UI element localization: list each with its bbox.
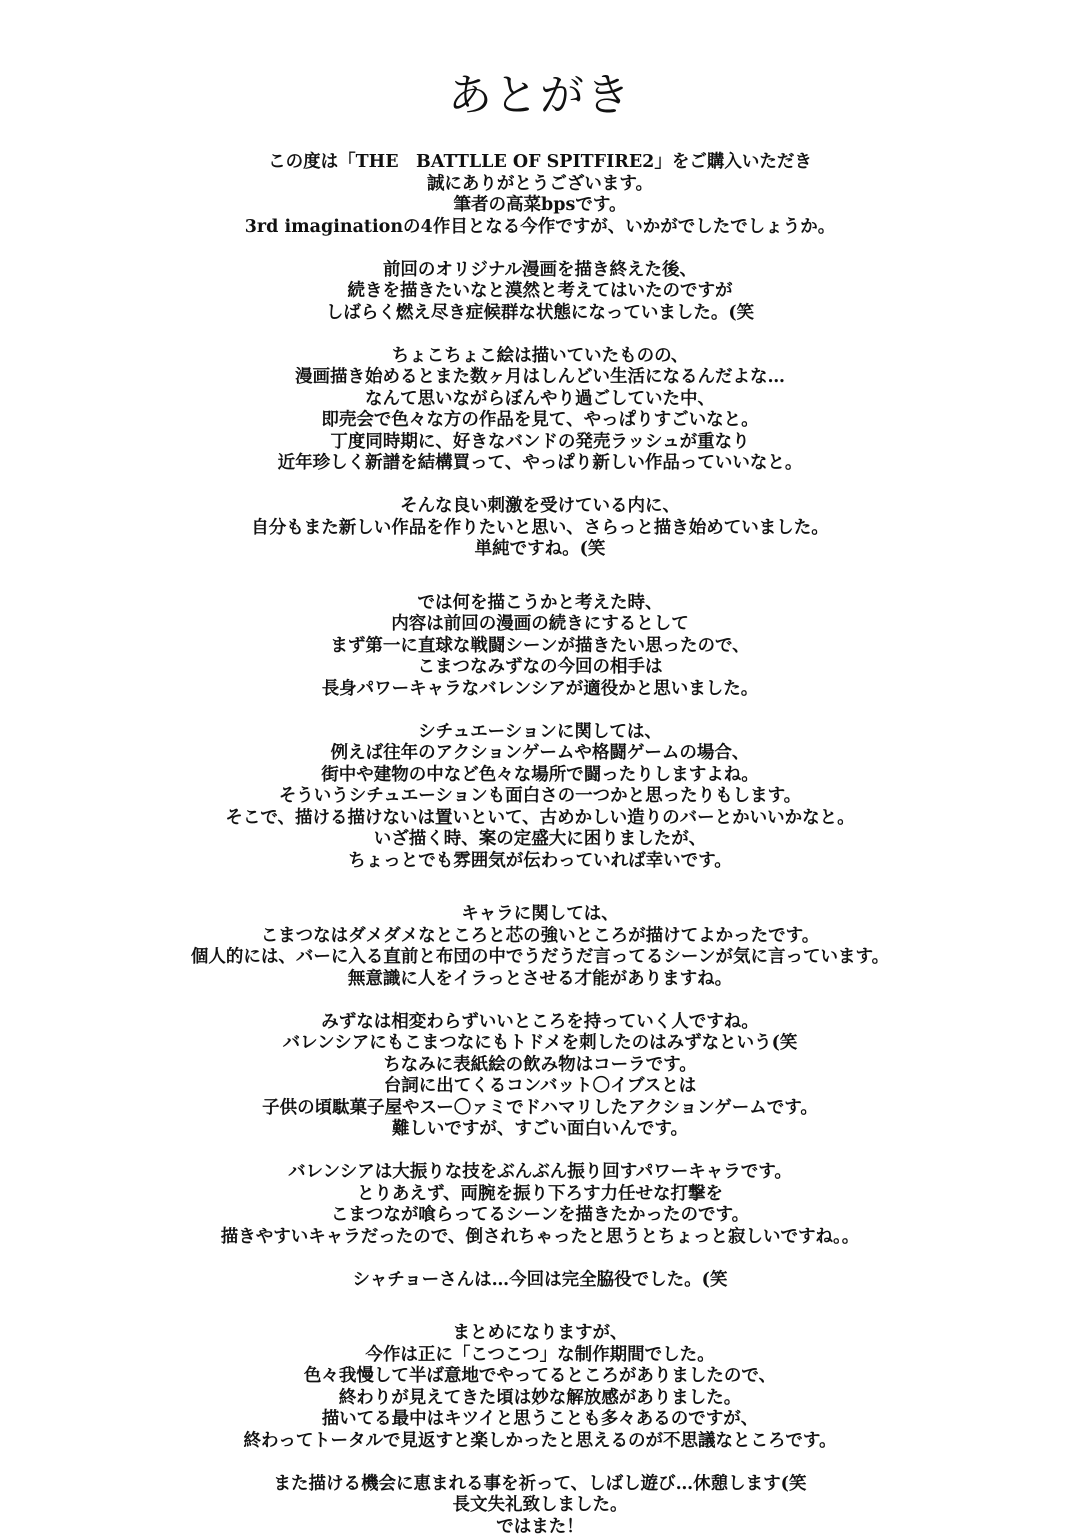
text-line: 描きやすいキャラだったので、倒されちゃったと思うとちょっと寂しいですね。。 [30, 1227, 1050, 1249]
paragraph-mizuna [30, 1012, 1050, 1141]
page-title: あとがき [0, 66, 1080, 126]
paragraph-inspiration [30, 346, 1050, 475]
text-line: しばらく燃え尽き症候群な状態になっていました。(笑 [30, 303, 1050, 325]
text-line: こまつなみずなの今回の相手は [30, 657, 1050, 679]
text-line: そういうシチュエーションも面白さの一つかと思ったりもします。 [30, 786, 1050, 808]
paragraph-closing [30, 1474, 1050, 1538]
text-line: 誠にありがとうございます。 [30, 174, 1050, 196]
text-line: なんて思いながらぼんやり過ごしていた中、 [30, 389, 1050, 411]
text-line: 街中や建物の中など色々な場所で闘ったりしますよね。 [30, 765, 1050, 787]
text-line: 子供の頃駄菓子屋やスー〇ァミでドハマリしたアクションゲームです。 [30, 1098, 1050, 1120]
text-line: 筆者の高菜bpsです。 [30, 195, 1050, 217]
text-line: とりあえず、両腕を振り下ろす力任せな打撃を [30, 1184, 1050, 1206]
text-line: まず第一に直球な戦闘シーンが描きたい思ったので、 [30, 636, 1050, 658]
text-line: バレンシアにもこまつなにもトドメを刺したのはみずなという(笑 [30, 1033, 1050, 1055]
text-line: まとめになりますが、 [30, 1323, 1050, 1345]
text-line: みずなは相変わらずいいところを持っていく人ですね。 [30, 1012, 1050, 1034]
paragraph-valencia [30, 1162, 1050, 1248]
paragraph-previous-work [30, 260, 1050, 325]
paragraph-situation [30, 722, 1050, 873]
text-line: では何を描こうかと考えた時、 [30, 593, 1050, 615]
text-line: 今作は正に「こつこつ」な制作期間でした。 [30, 1345, 1050, 1367]
text-line: 終わりが見えてきた頃は妙な解放感がありました。 [30, 1388, 1050, 1410]
text-line: 即売会で色々な方の作品を見て、やっぱりすごいなと。 [30, 410, 1050, 432]
text-line: 無意識に人をイラっとさせる才能がありますね。 [30, 969, 1050, 991]
paragraph-start [30, 496, 1050, 561]
text-line: シチュエーションに関しては、 [30, 722, 1050, 744]
paragraph-characters [30, 904, 1050, 990]
text-line: 個人的には、バーに入る直前と布団の中でうだうだ言ってるシーンが気に言っています。 [30, 947, 1050, 969]
text-line: ちなみに表紙絵の飲み物はコーラです。 [30, 1055, 1050, 1077]
afterword-body [30, 152, 1050, 1538]
text-line: 続きを描きたいなと漠然と考えてはいたのですが [30, 281, 1050, 303]
text-line: 台詞に出てくるコンバット〇イブスとは [30, 1076, 1050, 1098]
paragraph-content [30, 593, 1050, 701]
text-line: 難しいですが、すごい面白いんです。 [30, 1119, 1050, 1141]
text-line: 単純ですね。(笑 [30, 539, 1050, 561]
text-line: ではまた！ [30, 1517, 1050, 1538]
text-line: 長文失礼致しました。 [30, 1495, 1050, 1517]
text-line: また描ける機会に恵まれる事を祈って、しばし遊び…休憩します(笑 [30, 1474, 1050, 1496]
paragraph-shacho [30, 1270, 1050, 1292]
text-line: バレンシアは大振りな技をぶんぶん振り回すパワーキャラです。 [30, 1162, 1050, 1184]
text-line: こまつなはダメダメなところと芯の強いところが描けてよかったです。 [30, 926, 1050, 948]
text-line: いざ描く時、案の定盛大に困りましたが、 [30, 829, 1050, 851]
text-line: 前回のオリジナル漫画を描き終えた後、 [30, 260, 1050, 282]
text-line: そんな良い刺激を受けている内に、 [30, 496, 1050, 518]
text-line: 例えば往年のアクションゲームや格闘ゲームの場合、 [30, 743, 1050, 765]
text-line: 丁度同時期に、好きなバンドの発売ラッシュが重なり [30, 432, 1050, 454]
text-line: 3rd imaginationの4作目となる今作ですが、いかがでしたでしょうか。 [30, 217, 1050, 239]
text-line: 漫画描き始めるとまた数ヶ月はしんどい生活になるんだよな… [30, 367, 1050, 389]
text-line: 長身パワーキャラなバレンシアが適役かと思いました。 [30, 679, 1050, 701]
text-line: この度は「THE BATTLLE OF SPITFIRE2」をご購入いただき [30, 152, 1050, 174]
text-line: 終わってトータルで見返すと楽しかったと思えるのが不思議なところです。 [30, 1431, 1050, 1453]
text-line: シャチョーさんは…今回は完全脇役でした。(笑 [30, 1270, 1050, 1292]
text-line: 自分もまた新しい作品を作りたいと思い、さらっと描き始めていました。 [30, 518, 1050, 540]
text-line: 内容は前回の漫画の続きにするとして [30, 614, 1050, 636]
text-line: ちょこちょこ絵は描いていたものの、 [30, 346, 1050, 368]
text-line: ちょっとでも雰囲気が伝わっていれば幸いです。 [30, 851, 1050, 873]
text-line: そこで、描ける描けないは置いといて、古めかしい造りのバーとかいいかなと。 [30, 808, 1050, 830]
text-line: 描いてる最中はキツイと思うことも多々あるのですが、 [30, 1409, 1050, 1431]
text-line: 色々我慢して半ば意地でやってるところがありましたので、 [30, 1366, 1050, 1388]
text-line: 近年珍しく新譜を結構買って、やっぱり新しい作品っていいなと。 [30, 453, 1050, 475]
paragraph-summary [30, 1323, 1050, 1452]
text-line: キャラに関しては、 [30, 904, 1050, 926]
text-line: こまつなが喰らってるシーンを描きたかったのです。 [30, 1205, 1050, 1227]
paragraph-greeting [30, 152, 1050, 238]
